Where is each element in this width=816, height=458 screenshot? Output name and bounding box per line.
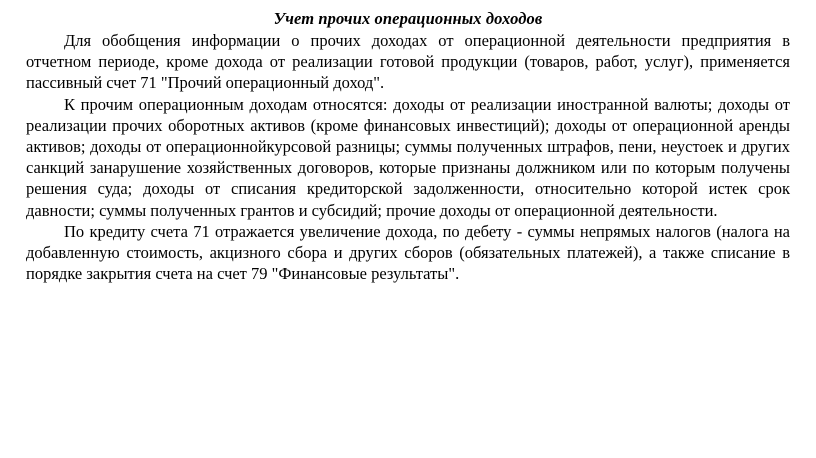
paragraph-1: Для обобщения информации о прочих доходах от операционной деятельности предприятия в отчетном периоде, кроме дохода от реализации готовой продукции (товаров, работ, услуг), применяется пассивный счет 71 "Прочий операционный доход". <box>26 31 790 93</box>
paragraph-2: К прочим операционным доходам относятся: доходы от реализации иностранной валюты; доходы от реализации прочих оборотных активов (кроме финансовых инвестиций); доходы от операционной аренды активов; доходы от операционнойкурсовой разницы; суммы полученных штрафов, пени, неустоек и других санкций занарушение хозяйственных договоров, которые признаны должником или по которым получены решения суда; доходы от списания кредиторской задолженности, относительно которой истек срок давности; суммы полученных грантов и субсидий; прочие доходы от операционной деятельности. <box>26 94 790 220</box>
page-title: Учет прочих операционных доходов <box>273 9 543 28</box>
paragraph-3: По кредиту счета 71 отражается увеличение дохода, по дебету - суммы непрямых налогов (налога на добавленную стоимость, акцизного сбора и других сборов (обязательных платежей), а также списание в порядке закрытия счета на счет 79 "Финансовые результаты". <box>26 221 790 284</box>
